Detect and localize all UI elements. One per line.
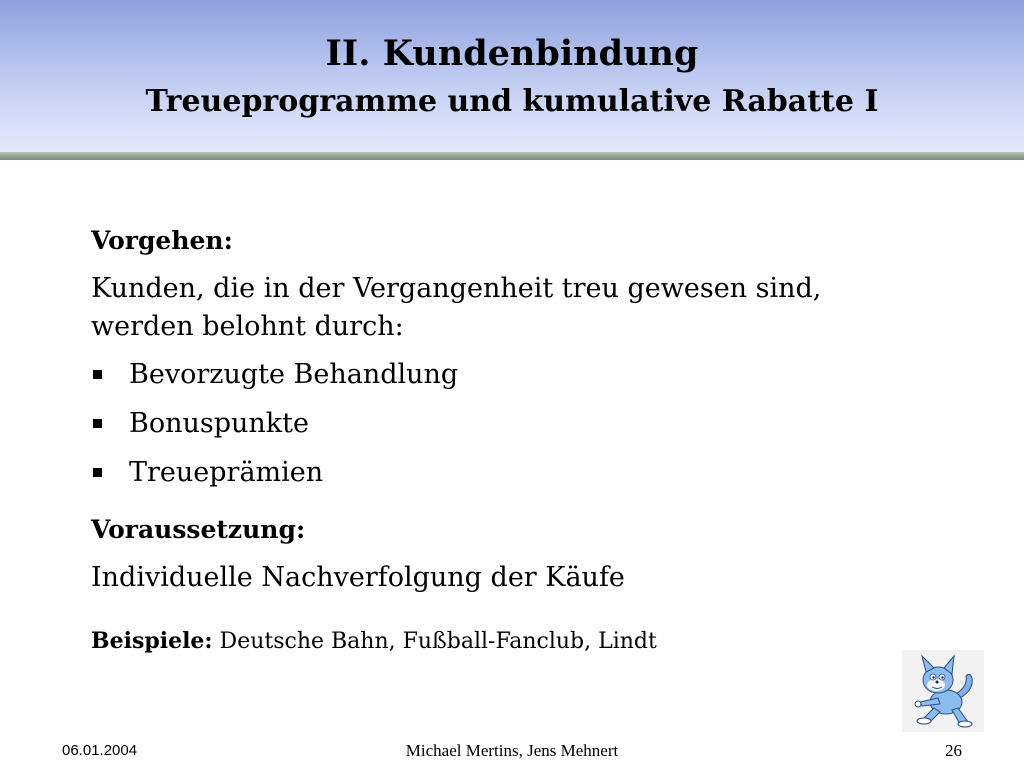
list-item [91, 356, 931, 394]
procedure-heading: Vorgehen: [91, 226, 233, 255]
footer-date: 06.01.2004 [62, 742, 138, 759]
square-bullet-icon [93, 370, 102, 379]
cartoon-cat-icon [902, 650, 984, 732]
examples-line [91, 625, 931, 658]
bullet-list [91, 356, 931, 492]
header-divider [0, 152, 1024, 160]
slide-body [91, 222, 931, 680]
list-item-label: Treueprämien [129, 457, 324, 488]
list-item-label: Bevorzugte Behandlung [129, 359, 459, 390]
page-number: 26 [945, 741, 962, 760]
examples-text: Deutsche Bahn, Fußball-Fanclub, Lindt [212, 629, 657, 654]
square-bullet-icon [93, 468, 102, 477]
requirement-heading: Voraussetzung: [91, 515, 306, 544]
procedure-text: Kunden, die in der Vergangenheit treu gewesen sind, werden belohnt durch: [91, 273, 822, 342]
list-item-label: Bonuspunkte [129, 408, 309, 439]
examples-label: Beispiele: [91, 628, 213, 654]
slide-subtitle: Treueprogramme und kumulative Rabatte I [145, 84, 879, 119]
slide-header [0, 0, 1024, 152]
footer-authors: Michael Mertins, Jens Mehnert [405, 741, 619, 760]
square-bullet-icon [93, 419, 102, 428]
list-item [91, 405, 931, 443]
list-item [91, 454, 931, 492]
slide-title: II. Kundenbindung [325, 33, 699, 74]
requirement-text: Individuelle Nachverfolgung der Käufe [91, 562, 625, 593]
